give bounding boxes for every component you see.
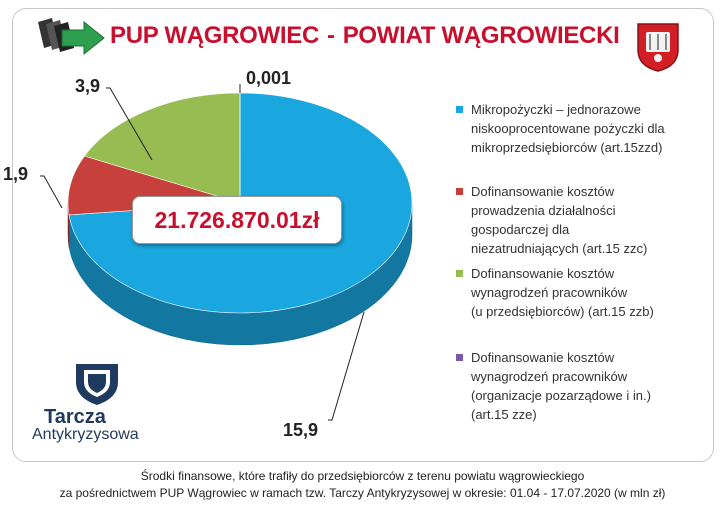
shield-icon bbox=[72, 360, 122, 406]
leader-line bbox=[40, 176, 62, 208]
logo-subtitle: Antykryzysowa bbox=[32, 426, 139, 443]
legend-swatch bbox=[456, 270, 463, 277]
data-label: 1,9 bbox=[2, 164, 28, 184]
footer-line-1: Środki finansowe, które trafiły do przedsiębiorców z terenu powiatu wągrowieckiego bbox=[140, 469, 585, 483]
tarcza-logo bbox=[32, 360, 192, 450]
footer-line-2: za pośrednictwem PUP Wągrowiec w ramach tzw. Tarczy Antykryzysowej w okresie: 01.04 - 17.07.2020 (w mln zł) bbox=[59, 486, 666, 500]
legend-label: Dofinansowanie kosztów wynagrodzeń pracowników (organizacje pozarządowe i in.) (art.15 zze) bbox=[471, 350, 651, 422]
legend-item bbox=[456, 348, 706, 424]
legend-swatch bbox=[456, 354, 463, 361]
data-label: 0,001 bbox=[246, 68, 292, 88]
legend-item bbox=[456, 100, 706, 157]
legend-item bbox=[456, 264, 706, 321]
logo-name: Tarcza bbox=[44, 406, 106, 428]
leader-line bbox=[328, 312, 364, 420]
legend-label: Mikropożyczki – jednorazowe niskooprocentowane pożyczki dla mikroprzedsiębiorców (art.15zzd) bbox=[471, 102, 665, 155]
total-amount-box: 21.726.870.01zł bbox=[132, 196, 342, 244]
footer-caption bbox=[0, 468, 725, 502]
legend-label: Dofinansowanie kosztów prowadzenia działalności gospodarczej dla niezatrudniających (art.15 zzc) bbox=[471, 184, 648, 256]
title-part1: PUP WĄGROWIEC bbox=[110, 22, 319, 49]
legend-swatch bbox=[456, 188, 463, 195]
legend-label: Dofinansowanie kosztów wynagrodzeń pracowników (u przedsiębiorców) (art.15 zzb) bbox=[471, 266, 654, 319]
legend-swatch bbox=[456, 106, 463, 113]
title-separator: - bbox=[327, 22, 335, 49]
data-label: 3,9 bbox=[74, 76, 100, 96]
title-part2: POWIAT WĄGROWIECKI bbox=[342, 22, 620, 49]
legend-item bbox=[456, 182, 706, 258]
data-label: 15,9 bbox=[282, 420, 318, 440]
